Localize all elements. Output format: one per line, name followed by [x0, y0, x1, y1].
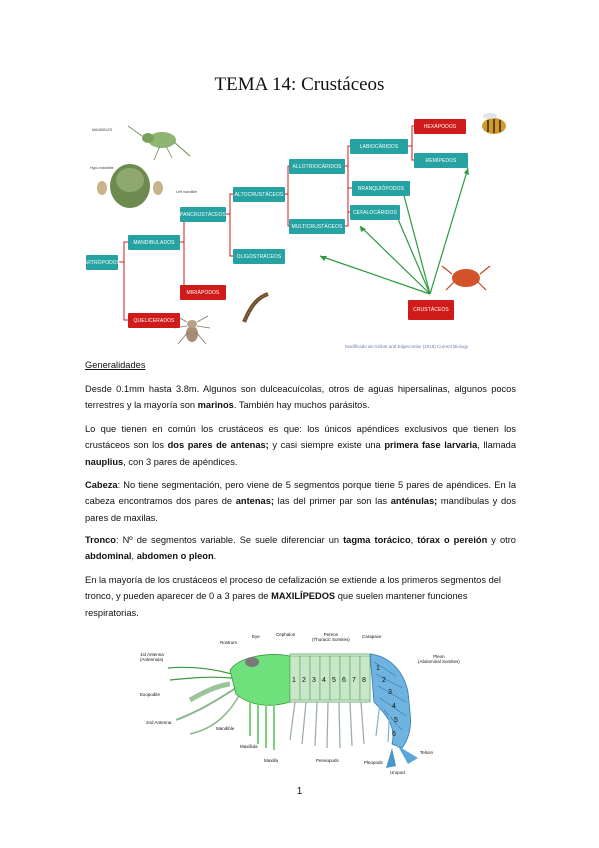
node-miriapodos: MIRIÁPODOS — [180, 285, 226, 300]
crustacean-anatomy-diagram — [140, 632, 460, 780]
crustacean-illustration — [140, 632, 460, 780]
node-labiocaridos: LABIOCÁRIDOS — [350, 139, 408, 154]
node-hexapodos: HEXÁPODOS — [414, 119, 466, 134]
label-antenna-2: 2nd Antenna — [146, 720, 172, 725]
label-maxillula: Maxillula — [240, 744, 258, 749]
abdomen-segment-number: 6 — [392, 731, 396, 738]
label-carapace: Carapace — [362, 634, 382, 639]
section-heading-generalidades: Generalidades — [85, 360, 146, 370]
node-branquiopodos: BRANQUIÓPODOS — [352, 181, 410, 196]
thorax-segment-number: 2 — [302, 677, 306, 684]
node-mandibulados: MANDIBULADOS — [128, 235, 180, 250]
label-mandible: Mandible — [216, 726, 235, 731]
label-antenna-1: 1st Antenna (Antennula) — [140, 652, 164, 662]
node-allotriocaridos: ALLOTRIOCÁRIDOS — [289, 159, 345, 174]
abdomen-segment-number: 2 — [382, 677, 386, 684]
label-telson: Telson — [420, 750, 434, 755]
node-artropodos: ARTRÓPODOS — [86, 255, 118, 270]
node-multicrustaceos: MULTICRUSTÁCEOS — [289, 219, 345, 234]
bee-illustration — [482, 113, 506, 134]
paragraph-cabeza: Cabeza: No tiene segmentación, pero viene de 5 segmentos porque tiene 5 pares de apéndices. En la cabeza encontramos dos pares de antenas; las del primer par son las anténulas; mandíbulas y dos pares de maxilas. — [85, 480, 516, 523]
abdomen-segment-number: 5 — [394, 717, 398, 724]
node-cefalocaridos: CEFALOCÁRIDOS — [350, 205, 400, 220]
figure-credit: Modificado de Giribet and Edgecombe (2019) Current Biology — [345, 344, 469, 349]
label-rostrum: Rostrum — [220, 640, 238, 645]
label-pleon: Pleon (Abdominal Somites) — [418, 654, 460, 664]
phylogeny-figure — [80, 108, 520, 354]
abdomen-segment-number: 1 — [376, 665, 380, 672]
paragraph-tronco: Tronco: Nº de segmentos variable. Se suele diferenciar un tagma torácico, tórax o pereión y otro abdominal, abdomen o pleon. — [85, 535, 516, 562]
insect-head-illustration — [97, 164, 163, 208]
millipede-illustration — [244, 294, 268, 322]
thorax-segment-number: 3 — [312, 677, 316, 684]
thorax-segment-number: 5 — [332, 677, 336, 684]
paragraph-maxilipedos: En la mayoría de los crustáceos el proceso de cefalización se extiende a los primeros segmentos del tronco, y pueden aparecer de 0 a 3 pares de MAXILÍPEDOS que suelen mantener funciones respiratorias. — [85, 575, 501, 618]
thorax-segment-number: 8 — [362, 677, 366, 684]
node-pancrustaceos: PANCRUSTÁCEOS — [180, 207, 226, 222]
label-maxilla: Maxilla — [264, 758, 279, 763]
page-number: 1 — [296, 786, 303, 797]
label-cephalon: Cephalon — [276, 632, 296, 637]
node-oligostraceos: OLIGOSTRÁCEOS — [233, 249, 285, 264]
page-title: TEMA 14: Crustáceos — [214, 74, 385, 95]
label-exopodite: Exopodite — [140, 692, 161, 697]
thorax-segment-number: 6 — [342, 677, 346, 684]
node-remipedios: REMÍPEDOS — [414, 153, 468, 168]
label-eye: Eye — [252, 634, 260, 639]
figure-label-left-mandible: Left mandible — [176, 190, 198, 194]
figure-label-hypopharynx: Hypo-mandible — [90, 166, 114, 170]
abdomen-segment-number: 4 — [392, 703, 396, 710]
abdomen-segment-number: 3 — [388, 689, 392, 696]
node-altocrustaceos: ALTOCRUSTÁCEOS — [233, 187, 285, 202]
grasshopper-illustration — [128, 126, 190, 160]
thorax-segment-number: 7 — [352, 677, 356, 684]
label-uropod: Uropod — [390, 770, 405, 775]
node-quelicerados: QUELICERADOS — [128, 313, 180, 328]
crab-illustration — [442, 266, 490, 290]
figure-label-mandibles: MANDIBLES — [92, 128, 113, 132]
label-pleopods: Pleopods — [364, 760, 383, 765]
paragraph-common-traits: Lo que tienen en común los crustáceos es que: los únicos apéndices exclusivos que tienen los crustáceos son los dos pares de antenas; y casi siempre existe una primera fase larvaria, llamada nauplius, con 3 pares de apéndices. — [85, 424, 517, 467]
label-pereon: Pereon (Thoracic Somites) — [312, 632, 350, 642]
label-pereiopods: Pereiopods — [316, 758, 339, 763]
thorax-segment-number: 4 — [322, 677, 326, 684]
paragraph-size-habitat: Desde 0.1mm hasta 3.8m. Algunos son dulceacuícolas, otros de aguas hipersalinas, algunos pocos terrestres y la mayoría son marinos. También hay muchos parásitos. — [85, 384, 516, 411]
thorax-segment-number: 1 — [292, 677, 296, 684]
node-crustaceos: CRUSTÁCEOS — [408, 300, 454, 320]
